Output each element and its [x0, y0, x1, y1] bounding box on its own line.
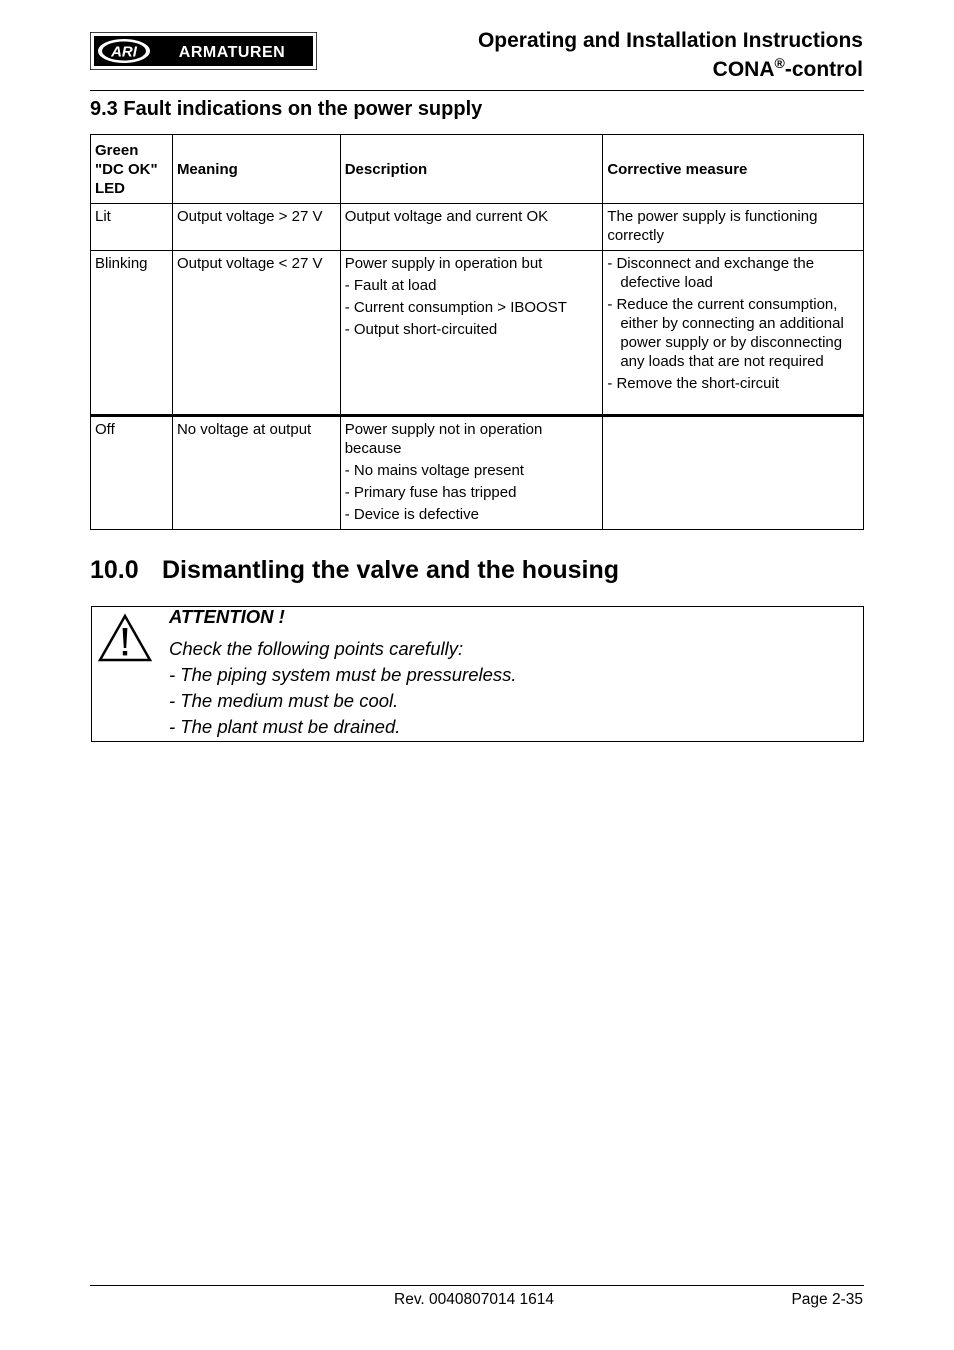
section-number: 10.0: [90, 556, 139, 584]
cell-led: Off: [91, 416, 173, 530]
description-line: Output voltage and current OK: [344, 208, 549, 225]
description-line: - Device is defective: [344, 506, 479, 523]
cell-corrective: [603, 204, 864, 251]
header-divider: [90, 90, 864, 91]
cell-meaning: Output voltage > 27 V: [172, 204, 340, 251]
corrective-line: The power supply is functioning correctly: [607, 208, 818, 244]
cell-led: Blinking: [91, 251, 173, 416]
cell-description: [340, 204, 603, 251]
table-row: [91, 204, 864, 251]
corrective-line: - Disconnect and exchange the defective load: [607, 255, 815, 291]
attention-text: [169, 607, 517, 740]
page-number: Page 2-35: [791, 1291, 863, 1308]
cell-meaning: Output voltage < 27 V: [172, 251, 340, 416]
table-header-row: [91, 135, 864, 204]
corrective-line: - Reduce the current consumption, either by connecting an additional power supply or by disconnecting any loads that are not required: [607, 296, 844, 370]
logo-word-text: ARMATUREN: [178, 44, 286, 61]
registered-mark: ®: [774, 55, 785, 71]
cell-corrective: [603, 416, 864, 530]
attention-line: - The medium must be cool.: [169, 690, 399, 711]
revision-number: Rev. 0040807014 1614: [394, 1291, 555, 1308]
product-name: CONA: [712, 58, 775, 81]
description-line: Power supply not in operation because: [344, 421, 543, 457]
attention-notice: [91, 606, 864, 742]
document-title: [478, 26, 863, 84]
logo-mark-text: ARI: [111, 43, 137, 61]
attention-line: - The piping system must be pressureless.: [169, 664, 517, 685]
document-title-line1: Operating and Installation Instructions: [477, 29, 863, 52]
section-heading-10-0: [90, 556, 619, 585]
product-suffix: -control: [784, 58, 863, 81]
cell-led: Lit: [91, 204, 173, 251]
warning-triangle-icon: [97, 613, 153, 663]
ari-armaturen-logo: [90, 32, 317, 70]
table-row: [91, 251, 864, 416]
header-corrective: Corrective measure: [603, 135, 864, 204]
attention-line: Check the following points carefully:: [169, 638, 464, 659]
footer-divider: [90, 1285, 864, 1286]
description-line: - Output short-circuited: [344, 321, 498, 338]
header-meaning: Meaning: [172, 135, 340, 204]
section-heading-9-3: 9.3 Fault indications on the power supply: [90, 98, 483, 120]
cell-corrective: [603, 251, 864, 416]
logo-graphic: [90, 32, 317, 70]
table-row: [91, 416, 864, 530]
fault-indications-table: [90, 134, 864, 530]
header-description: Description: [340, 135, 603, 204]
cell-description: [340, 416, 603, 530]
cell-description: [340, 251, 603, 416]
section-title: Dismantling the valve and the housing: [162, 556, 620, 584]
description-line: Power supply in operation but: [344, 255, 543, 272]
description-line: - Fault at load: [344, 277, 437, 294]
corrective-line: - Remove the short-circuit: [607, 375, 780, 392]
header-led: Green "DC OK" LED: [91, 135, 173, 204]
attention-title: ATTENTION !: [169, 606, 285, 627]
description-line: - Current consumption > IBOOST: [344, 299, 567, 316]
description-line: - No mains voltage present: [344, 462, 524, 479]
document-title-line2: [478, 55, 863, 84]
attention-line: - The plant must be drained.: [169, 716, 401, 737]
description-line: - Primary fuse has tripped: [344, 484, 517, 501]
cell-meaning: No voltage at output: [172, 416, 340, 530]
